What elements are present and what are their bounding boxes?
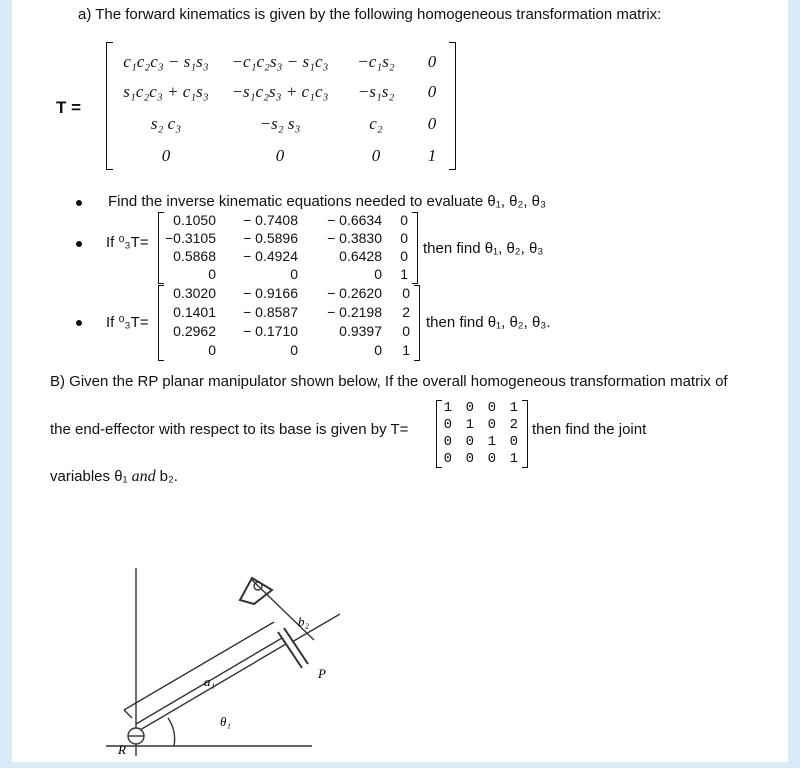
- matrix-cell: 0: [443, 434, 452, 450]
- matrix-cell: 0: [374, 342, 382, 358]
- matrix-cell: − 0.2620: [327, 285, 382, 301]
- label-b2: b₂: [298, 614, 310, 629]
- label-p: P: [318, 666, 326, 681]
- matrix-cell: s₂ c₃: [150, 114, 182, 133]
- matrix-cell: − 0.1710: [243, 323, 298, 339]
- document-page: [12, 0, 788, 762]
- matrix-bracket-right: [412, 212, 418, 284]
- matrix-cell: 0.1401: [173, 304, 216, 320]
- matrix-cell: 1: [487, 434, 496, 450]
- label-theta1: θ₁: [220, 714, 231, 729]
- bullet3-prefix: If ⁰₃T=: [106, 314, 149, 331]
- matrix-cell: −s₁s₂: [357, 82, 395, 101]
- matrix-cell: 0: [427, 52, 437, 71]
- matrix-cell: 0: [465, 400, 474, 416]
- matrix-cell: 0: [465, 451, 474, 467]
- matrix-cell: 1: [509, 451, 518, 467]
- part-b-line3-b2: b₂: [159, 468, 174, 485]
- matrix-cell: − 0.8587: [243, 304, 298, 320]
- matrix-cell: c₁c₂c₃ − s₁s₃: [123, 52, 209, 71]
- matrix-cell: 0.5868: [173, 248, 216, 264]
- matrix-cell: 1: [443, 400, 452, 416]
- matrix-cell: 0: [402, 323, 410, 339]
- matrix-cell: 0: [400, 230, 408, 246]
- matrix-cell: − 0.6634: [327, 212, 382, 228]
- matrix-cell: 0: [161, 146, 171, 165]
- matrix-cell: 0: [487, 400, 496, 416]
- matrix-cell: −c₁s₂: [357, 52, 395, 71]
- matrix-cell: 0: [290, 342, 298, 358]
- matrix-cell: c₂: [369, 114, 383, 133]
- forward-kinematics-matrix: [106, 42, 456, 172]
- matrix-cell: − 0.2198: [327, 304, 382, 320]
- matrix-cell: 0.1050: [173, 212, 216, 228]
- matrix-cell: 0: [487, 451, 496, 467]
- t-matrix-label: T =: [56, 98, 82, 117]
- part-b-line2-pre: the end-effector with respect to its base is given by T=: [50, 421, 409, 438]
- matrix-cell: 0.6428: [339, 248, 382, 264]
- matrix-cell: −s₂ s₃: [259, 114, 301, 133]
- matrix-cell: 0: [208, 342, 216, 358]
- part-b-line3-pre: variables θ₁: [50, 468, 128, 485]
- rp-manipulator-figure: [102, 560, 342, 760]
- bullet1-text: Find the inverse kinematic equations needed to evaluate θ₁, θ₂, θ₃: [108, 193, 547, 210]
- matrix-cell: 0.3020: [173, 285, 216, 301]
- part-b-line3-end: .: [173, 468, 178, 485]
- label-a1: a₁: [204, 674, 216, 689]
- matrix-cell: −c₁c₂s₃ − s₁c₃: [231, 52, 329, 71]
- matrix-cell: − 0.4924: [243, 248, 298, 264]
- bullet-dot: [76, 320, 82, 326]
- matrix-cell: − 0.5896: [243, 230, 298, 246]
- bullet3-suffix: then find θ₁, θ₂, θ₃.: [426, 314, 551, 331]
- matrix-cell: 0.9397: [339, 323, 382, 339]
- matrix-cell: 0.2962: [173, 323, 216, 339]
- matrix-cell: 0: [371, 146, 381, 165]
- label-r: R: [118, 742, 126, 757]
- matrix-cell: 0: [208, 266, 216, 282]
- matrix-cell: 0: [509, 434, 518, 450]
- part-b-line1: B) Given the RP planar manipulator shown below, If the overall homogeneous transformation matrix of: [50, 373, 728, 390]
- matrix-cell: 0: [487, 417, 496, 433]
- matrix-cell: 1: [402, 342, 410, 358]
- matrix-cell: 0: [374, 266, 382, 282]
- matrix-cell: 0: [427, 82, 437, 101]
- matrix-cell: 1: [509, 400, 518, 416]
- matrix-cell: 0: [443, 417, 452, 433]
- part-b-line3: [50, 468, 178, 486]
- bullet-dot: [76, 241, 82, 247]
- matrix-cell: 2: [509, 417, 518, 433]
- matrix-cell: 1: [400, 266, 408, 282]
- matrix-cell: 1: [427, 146, 437, 165]
- bullet-dot: [76, 200, 82, 206]
- matrix-cell: 0: [400, 248, 408, 264]
- matrix-cell: 0: [443, 451, 452, 467]
- matrix-cell: − 0.7408: [243, 212, 298, 228]
- dimension-tick: [124, 710, 132, 718]
- matrix-bracket-right: [414, 285, 420, 361]
- matrix-cell: −s₁c₂s₃ + c₁c₃: [231, 82, 329, 101]
- part-a-heading: a) The forward kinematics is given by the following homogeneous transformation matrix:: [78, 6, 662, 23]
- a1-dimension-line: [124, 622, 274, 710]
- matrix-cell: 1: [465, 417, 474, 433]
- matrix-cell: − 0.9166: [243, 285, 298, 301]
- part-b-line3-and: and: [127, 468, 160, 485]
- matrix-cell: 0: [427, 114, 437, 133]
- matrix-cell: 0: [290, 266, 298, 282]
- matrix-cell: 0: [465, 434, 474, 450]
- matrix-cell: 0: [275, 146, 285, 165]
- matrix-cell: 0: [402, 285, 410, 301]
- part-b-line2-post: then find the joint: [532, 421, 647, 438]
- matrix-cell: 0: [400, 212, 408, 228]
- matrix-cell: −0.3105: [165, 230, 216, 246]
- bullet2-prefix: If ⁰₃T=: [106, 234, 149, 251]
- matrix-cell: − 0.3830: [327, 230, 382, 246]
- theta1-arc: [168, 718, 175, 746]
- matrix-cell: 2: [402, 304, 410, 320]
- matrix-cell: s₁c₂c₃ + c₁s₃: [123, 82, 209, 101]
- bullet2-suffix: then find θ₁, θ₂, θ₃: [423, 240, 544, 257]
- matrix-bracket-right: [522, 400, 528, 468]
